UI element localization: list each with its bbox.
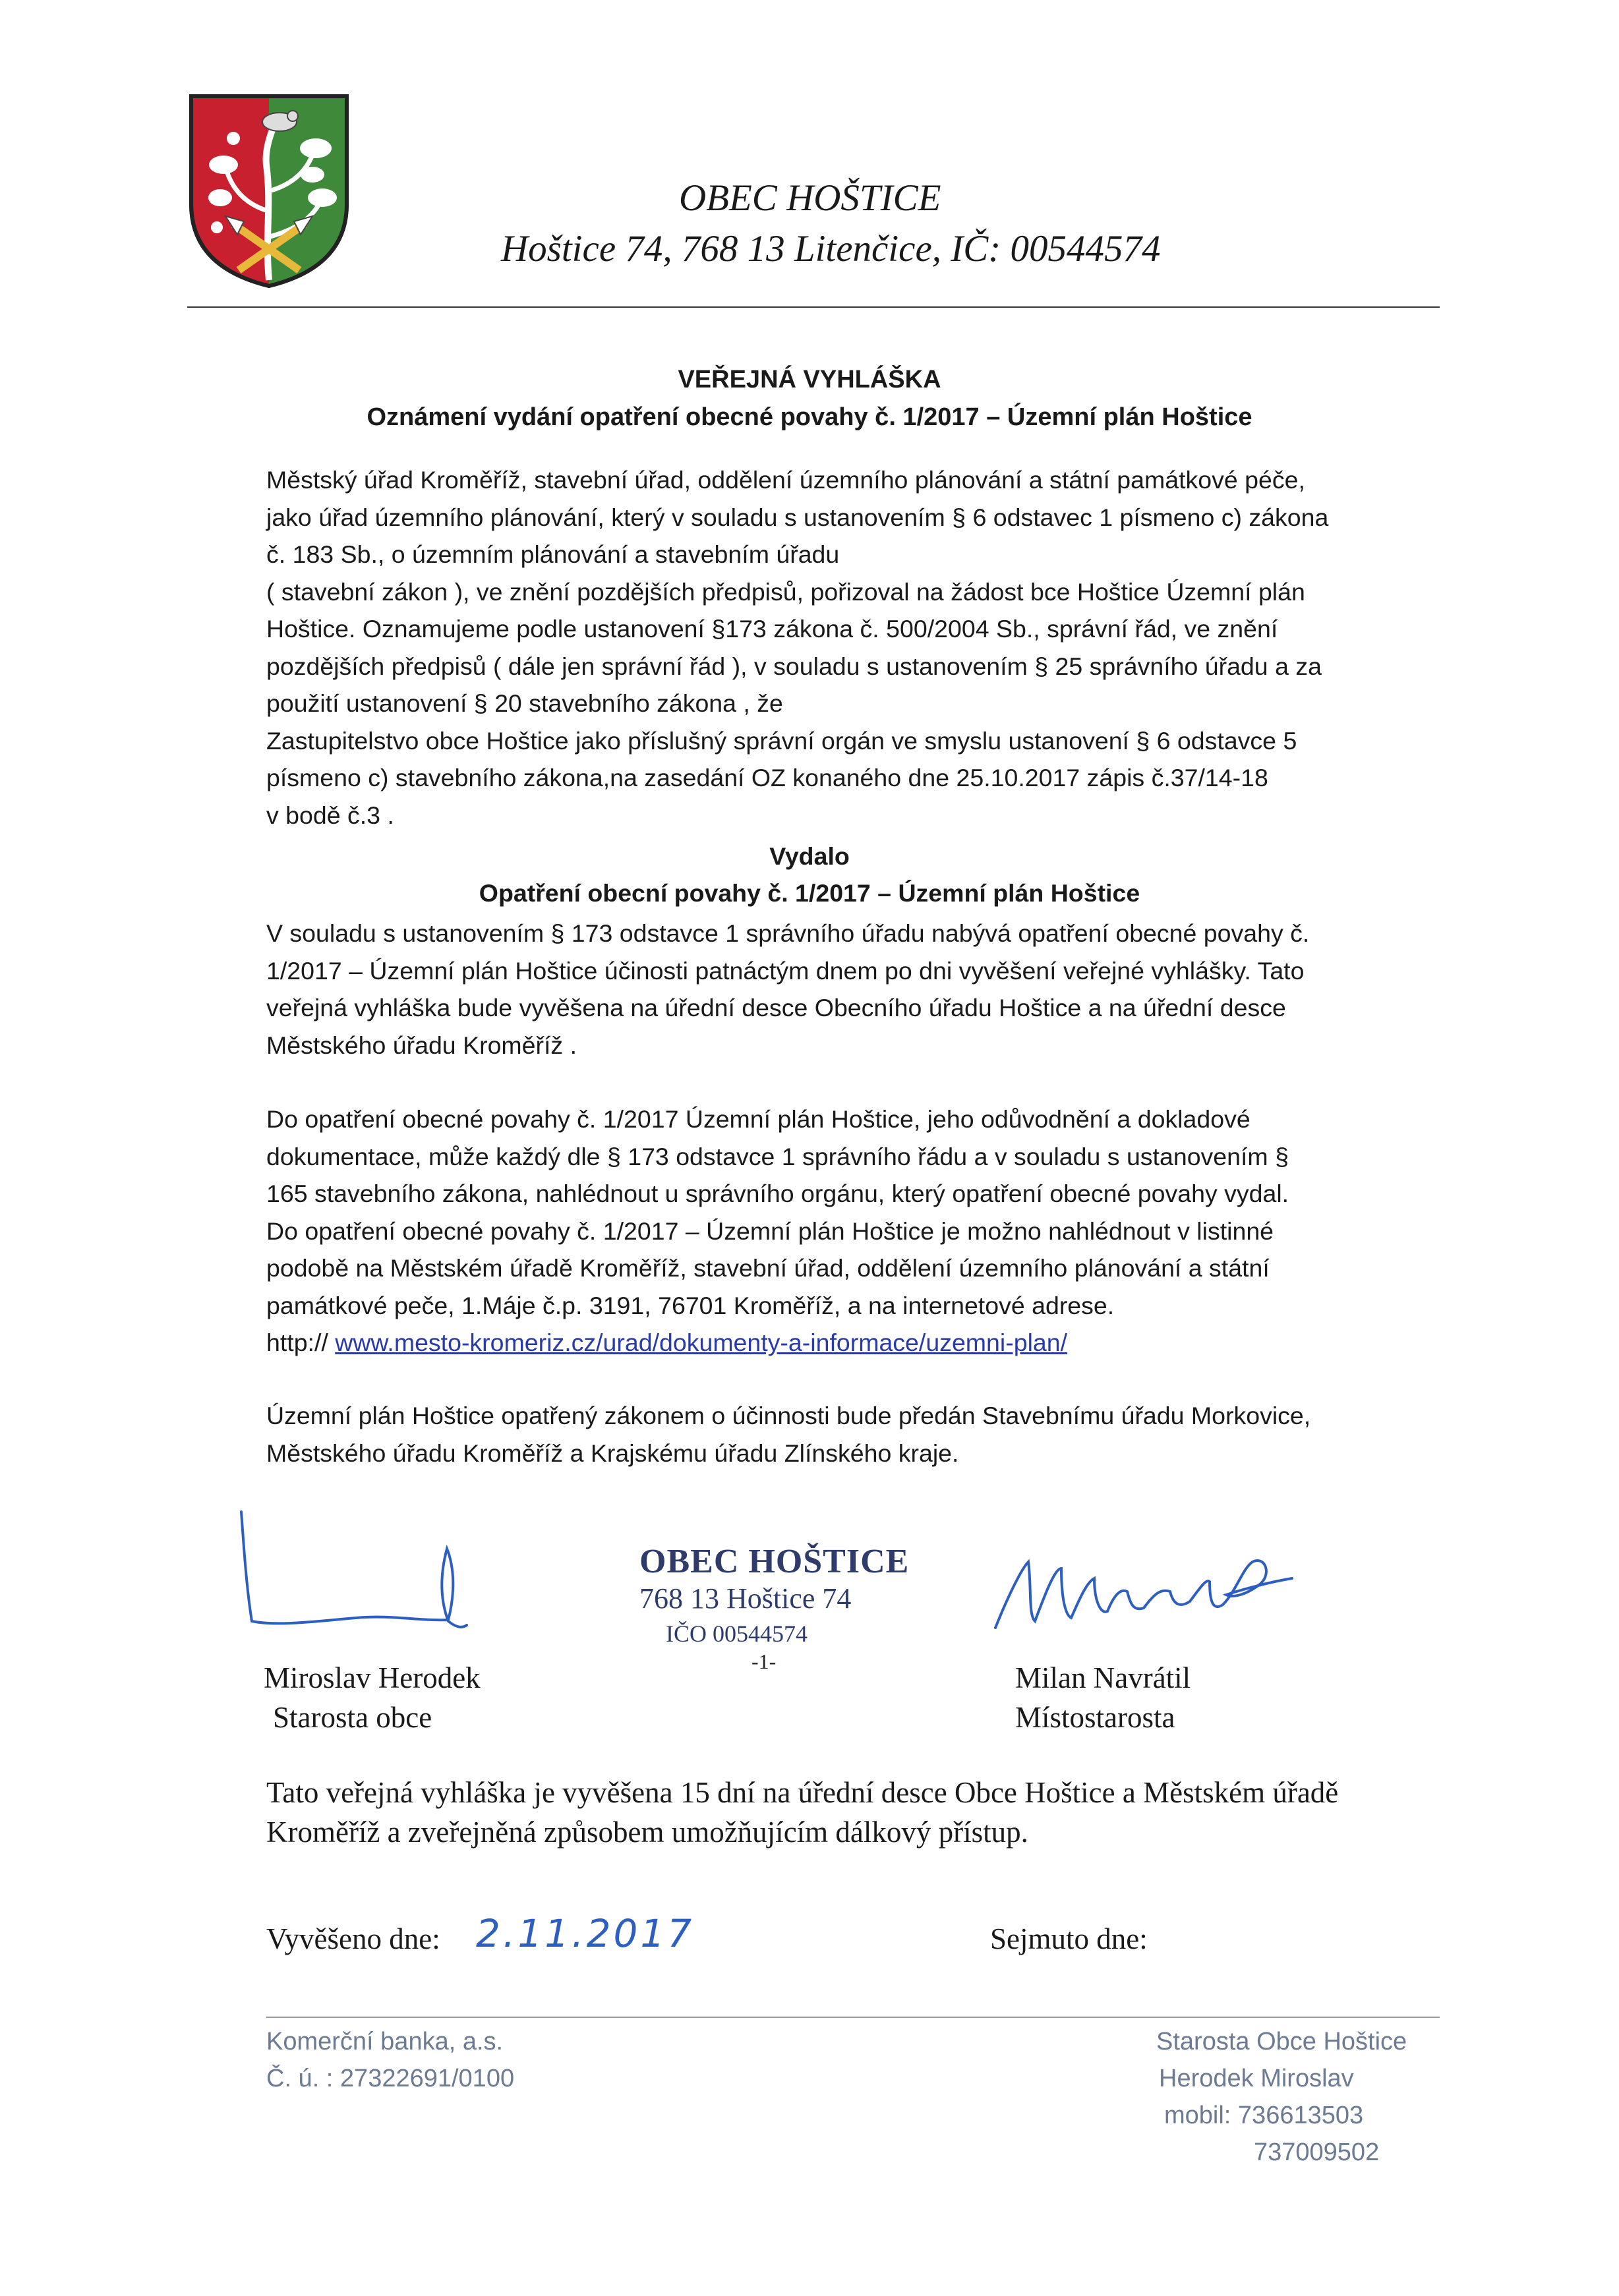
- removed-date-label: Sejmuto dne:: [990, 1922, 1148, 1955]
- posted-date-label: Vyvěšeno dne:: [266, 1922, 440, 1955]
- paragraph-line: č. 183 Sb., o územním plánování a stavebním úřadu: [266, 540, 840, 568]
- paragraph-line: písmeno c) stavebního zákona,na zasedání OZ konaného dne 25.10.2017 zápis č.37/14-18: [266, 764, 1268, 791]
- issued-heading: Vydalo: [769, 842, 850, 870]
- header-divider: [187, 306, 1440, 308]
- territorial-plan-link[interactable]: www.mesto-kromeriz.cz/urad/dokumenty-a-informace/uzemni-plan/: [335, 1329, 1068, 1356]
- mayor-name: Miroslav Herodek: [264, 1661, 481, 1694]
- notice-title: VEŘEJNÁ VYHLÁŠKA: [678, 366, 941, 393]
- stamp-address: 768 13 Hoštice 74: [639, 1582, 852, 1615]
- url-prefix: http://: [266, 1329, 336, 1356]
- deputy-name: Milan Navrátil: [1015, 1661, 1191, 1694]
- paragraph-line: veřejná vyhláška bude vyvěšena na úřední desce Obecního úřadu Hoštice a na úřední desce: [266, 994, 1286, 1021]
- url-line: [266, 1324, 1453, 1362]
- footer-divider: [266, 2017, 1440, 2018]
- intro-paragraph: [266, 461, 1453, 834]
- posted-date-handwritten: 2.11.2017: [476, 1911, 695, 1956]
- paragraph-line: Městského úřadu Kroměříž .: [266, 1031, 577, 1059]
- paragraph-line: Hoštice. Oznamujeme podle ustanovení §173 zákona č. 500/2004 Sb., správní řád, ve znění: [266, 615, 1278, 643]
- paragraph-line: dokumentace, může každý dle § 173 odstavce 1 správního řádu a v souladu s ustanovením §: [266, 1142, 1289, 1170]
- mayor-title: Starosta obce: [273, 1701, 432, 1734]
- coat-of-arms-logo: [187, 92, 351, 290]
- contact-name: Herodek Miroslav: [1159, 2065, 1354, 2092]
- paragraph-line: V souladu s ustanovením § 173 odstavce 1 správního úřadu nabývá opatření obecné povahy č.: [266, 919, 1310, 947]
- deputy-title: Místostarosta: [1015, 1701, 1175, 1734]
- stamp-ico: IČO 00544574: [666, 1621, 808, 1647]
- validity-paragraph: [266, 915, 1453, 1064]
- paragraph-line: památkové peče, 1.Máje č.p. 3191, 76701 Kroměříž, a na internetové adrese.: [266, 1291, 1115, 1319]
- deputy-signature: [982, 1542, 1325, 1641]
- paragraph-line: jako úřad územního plánování, který v souladu s ustanovením § 6 odstavec 1 písmeno c) zákona: [266, 503, 1329, 531]
- paragraph-line: pozdějších předpisů ( dále jen správní řád ), v souladu s ustanovením § 25 správního úřadu a za: [266, 652, 1322, 680]
- org-name: OBEC HOŠTICE: [679, 177, 941, 219]
- posting-statement: Tato veřejná vyhláška je vyvěšena 15 dní na úřední desce Obce Hoštice a Městském úřadě Kroměříž a zveřejněná způsobem umožňujícím dálkový přístup.: [266, 1776, 1339, 1849]
- page-number: -1-: [751, 1650, 777, 1673]
- paragraph-line: podobě na Městském úřadě Kroměříž, stavební úřad, oddělení územního plánování a státní: [266, 1254, 1270, 1282]
- paragraph-line: Do opatření obecné povahy č. 1/2017 – Územní plán Hoštice je možno nahlédnout v listinné: [266, 1217, 1274, 1245]
- notice-subtitle: Oznámení vydání opatření obecné povahy č. 1/2017 – Územní plán Hoštice: [367, 403, 1252, 431]
- issued-subheading: Opatření obecní povahy č. 1/2017 – Územní plán Hoštice: [479, 879, 1140, 907]
- stamp-title: OBEC HOŠTICE: [639, 1543, 910, 1580]
- paragraph-line: Územní plán Hoštice opatřený zákonem o účinnosti bude předán Stavebnímu úřadu Morkovice,: [266, 1402, 1311, 1429]
- contact-mobile: mobil: 736613503: [1164, 2102, 1364, 2129]
- inspection-paragraph: [266, 1101, 1453, 1362]
- paragraph-line: 1/2017 – Územní plán Hoštice účinosti patnáctým dnem po dni vyvěšení veřejné vyhlášky. Tato: [266, 956, 1305, 985]
- paragraph-line: ( stavební zákon ), ve znění pozdějších předpisů, pořizoval na žádost bce Hoštice Územní plán: [266, 577, 1305, 606]
- paragraph-line: Městského úřadu Kroměříž a Krajskému úřadu Zlínského kraje.: [266, 1439, 959, 1467]
- paragraph-line: použití ustanovení § 20 stavebního zákona , že: [266, 689, 783, 717]
- forwarding-paragraph: [266, 1397, 1453, 1472]
- contact-phone: 737009502: [1254, 2138, 1380, 2166]
- org-address: Hoštice 74, 768 13 Litenčice, IČ: 00544574: [501, 228, 1161, 270]
- mayor-signature: [237, 1509, 514, 1648]
- paragraph-line: Do opatření obecné povahy č. 1/2017 Územní plán Hoštice, jeho odůvodnění a dokladové: [266, 1105, 1251, 1133]
- bank-account: Č. ú. : 27322691/0100: [266, 2065, 515, 2092]
- paragraph-line: Městský úřad Kroměříž, stavební úřad, oddělení územního plánování a státní památkové péče,: [266, 466, 1305, 494]
- contact-role: Starosta Obce Hoštice: [1156, 2028, 1407, 2055]
- paragraph-line: 165 stavebního zákona, nahlédnout u správního orgánu, který opatření obecné povahy vydal.: [266, 1180, 1289, 1207]
- paragraph-line: Zastupitelstvo obce Hoštice jako příslušný správní orgán ve smyslu ustanovení § 6 odstavce 5: [266, 726, 1297, 755]
- paragraph-line: v bodě č.3 .: [266, 801, 394, 829]
- bank-name: Komerční banka, a.s.: [266, 2028, 504, 2055]
